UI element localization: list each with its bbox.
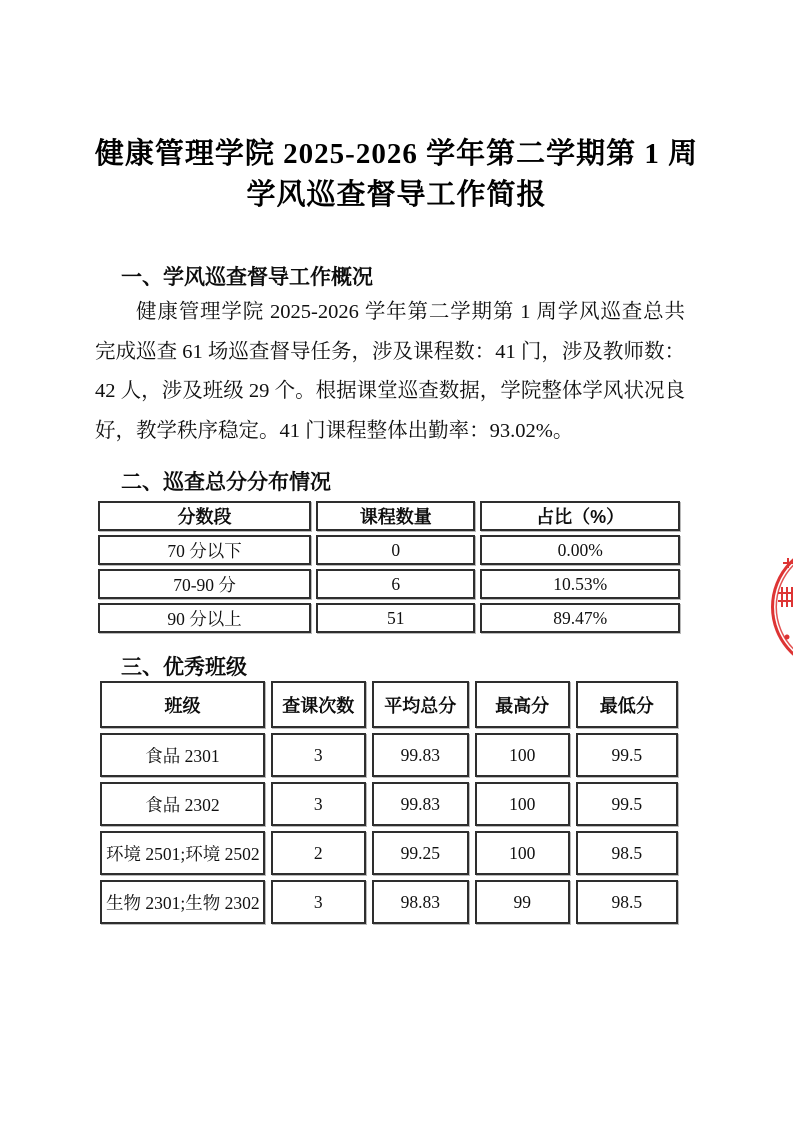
table-cell: 98.83 <box>372 880 469 924</box>
table-row <box>100 831 678 875</box>
table-row <box>100 782 678 826</box>
table-cell: 99.83 <box>372 733 469 777</box>
document-title <box>0 134 793 216</box>
table-header-cell: 分数段 <box>98 501 311 531</box>
table-cell: 99.5 <box>576 782 678 826</box>
table-cell: 100 <box>475 733 570 777</box>
table-row <box>98 603 680 633</box>
table-cell: 100 <box>475 831 570 875</box>
table-cell: 3 <box>271 880 366 924</box>
table-header-row <box>98 501 680 531</box>
section2-heading: 二、巡查总分分布情况 <box>121 471 331 494</box>
table-row <box>98 569 680 599</box>
table-row <box>100 880 678 924</box>
table-header-cell: 课程数量 <box>316 501 475 531</box>
table-cell: 10.53% <box>480 569 680 599</box>
table-cell: 3 <box>271 733 366 777</box>
table-cell: 99.5 <box>576 733 678 777</box>
table-cell: 食品 2302 <box>100 782 265 826</box>
table-cell: 99.83 <box>372 782 469 826</box>
document-title-line2: 学风巡查督导工作简报 <box>246 179 547 211</box>
table-cell: 3 <box>271 782 366 826</box>
score-distribution-table <box>93 497 685 637</box>
table-cell: 70-90 分 <box>98 569 311 599</box>
table-cell: 70 分以下 <box>98 535 311 565</box>
table-row <box>100 733 678 777</box>
table-header-cell: 占比（%） <box>480 501 680 531</box>
table-cell: 0.00% <box>480 535 680 565</box>
table-cell: 6 <box>316 569 475 599</box>
table-cell: 食品 2301 <box>100 733 265 777</box>
document-title-line1: 健康管理学院 2025-2026 学年第二学期第 1 周 <box>94 138 699 170</box>
table-header-cell: 最低分 <box>576 681 678 728</box>
table-cell: 0 <box>316 535 475 565</box>
excellent-class-table <box>94 676 684 929</box>
table-cell: 99 <box>475 880 570 924</box>
section1-paragraph: 健康管理学院 2025-2026 学年第二学期第 1 周学风巡查总共完成巡查 61 场巡查督导任务，涉及课程数：41 门，涉及教师数：42 人，涉及班级 29 个。根据课堂巡查数据，学院整体学风状况良好，教学秩序稳定。41 门课程整体出勤率：93.02%。 <box>95 301 685 442</box>
table-cell: 98.5 <box>576 880 678 924</box>
table-cell: 2 <box>271 831 366 875</box>
table-cell: 100 <box>475 782 570 826</box>
table-cell: 51 <box>316 603 475 633</box>
table-cell: 99.25 <box>372 831 469 875</box>
table-header-cell: 平均总分 <box>372 681 469 728</box>
table-cell: 98.5 <box>576 831 678 875</box>
red-seal-text-marks <box>770 553 793 653</box>
table-cell: 生物 2301;生物 2302 <box>100 880 265 924</box>
section1-heading: 一、学风巡查督导工作概况 <box>121 266 373 289</box>
table-header-row <box>100 681 678 728</box>
table-cell: 89.47% <box>480 603 680 633</box>
table-row <box>98 535 680 565</box>
section3-heading: 三、优秀班级 <box>121 656 247 679</box>
table-header-cell: 查课次数 <box>271 681 366 728</box>
table-cell: 90 分以上 <box>98 603 311 633</box>
table-header-cell: 最高分 <box>475 681 570 728</box>
table-header-cell: 班级 <box>100 681 265 728</box>
table-cell: 环境 2501;环境 2502 <box>100 831 265 875</box>
